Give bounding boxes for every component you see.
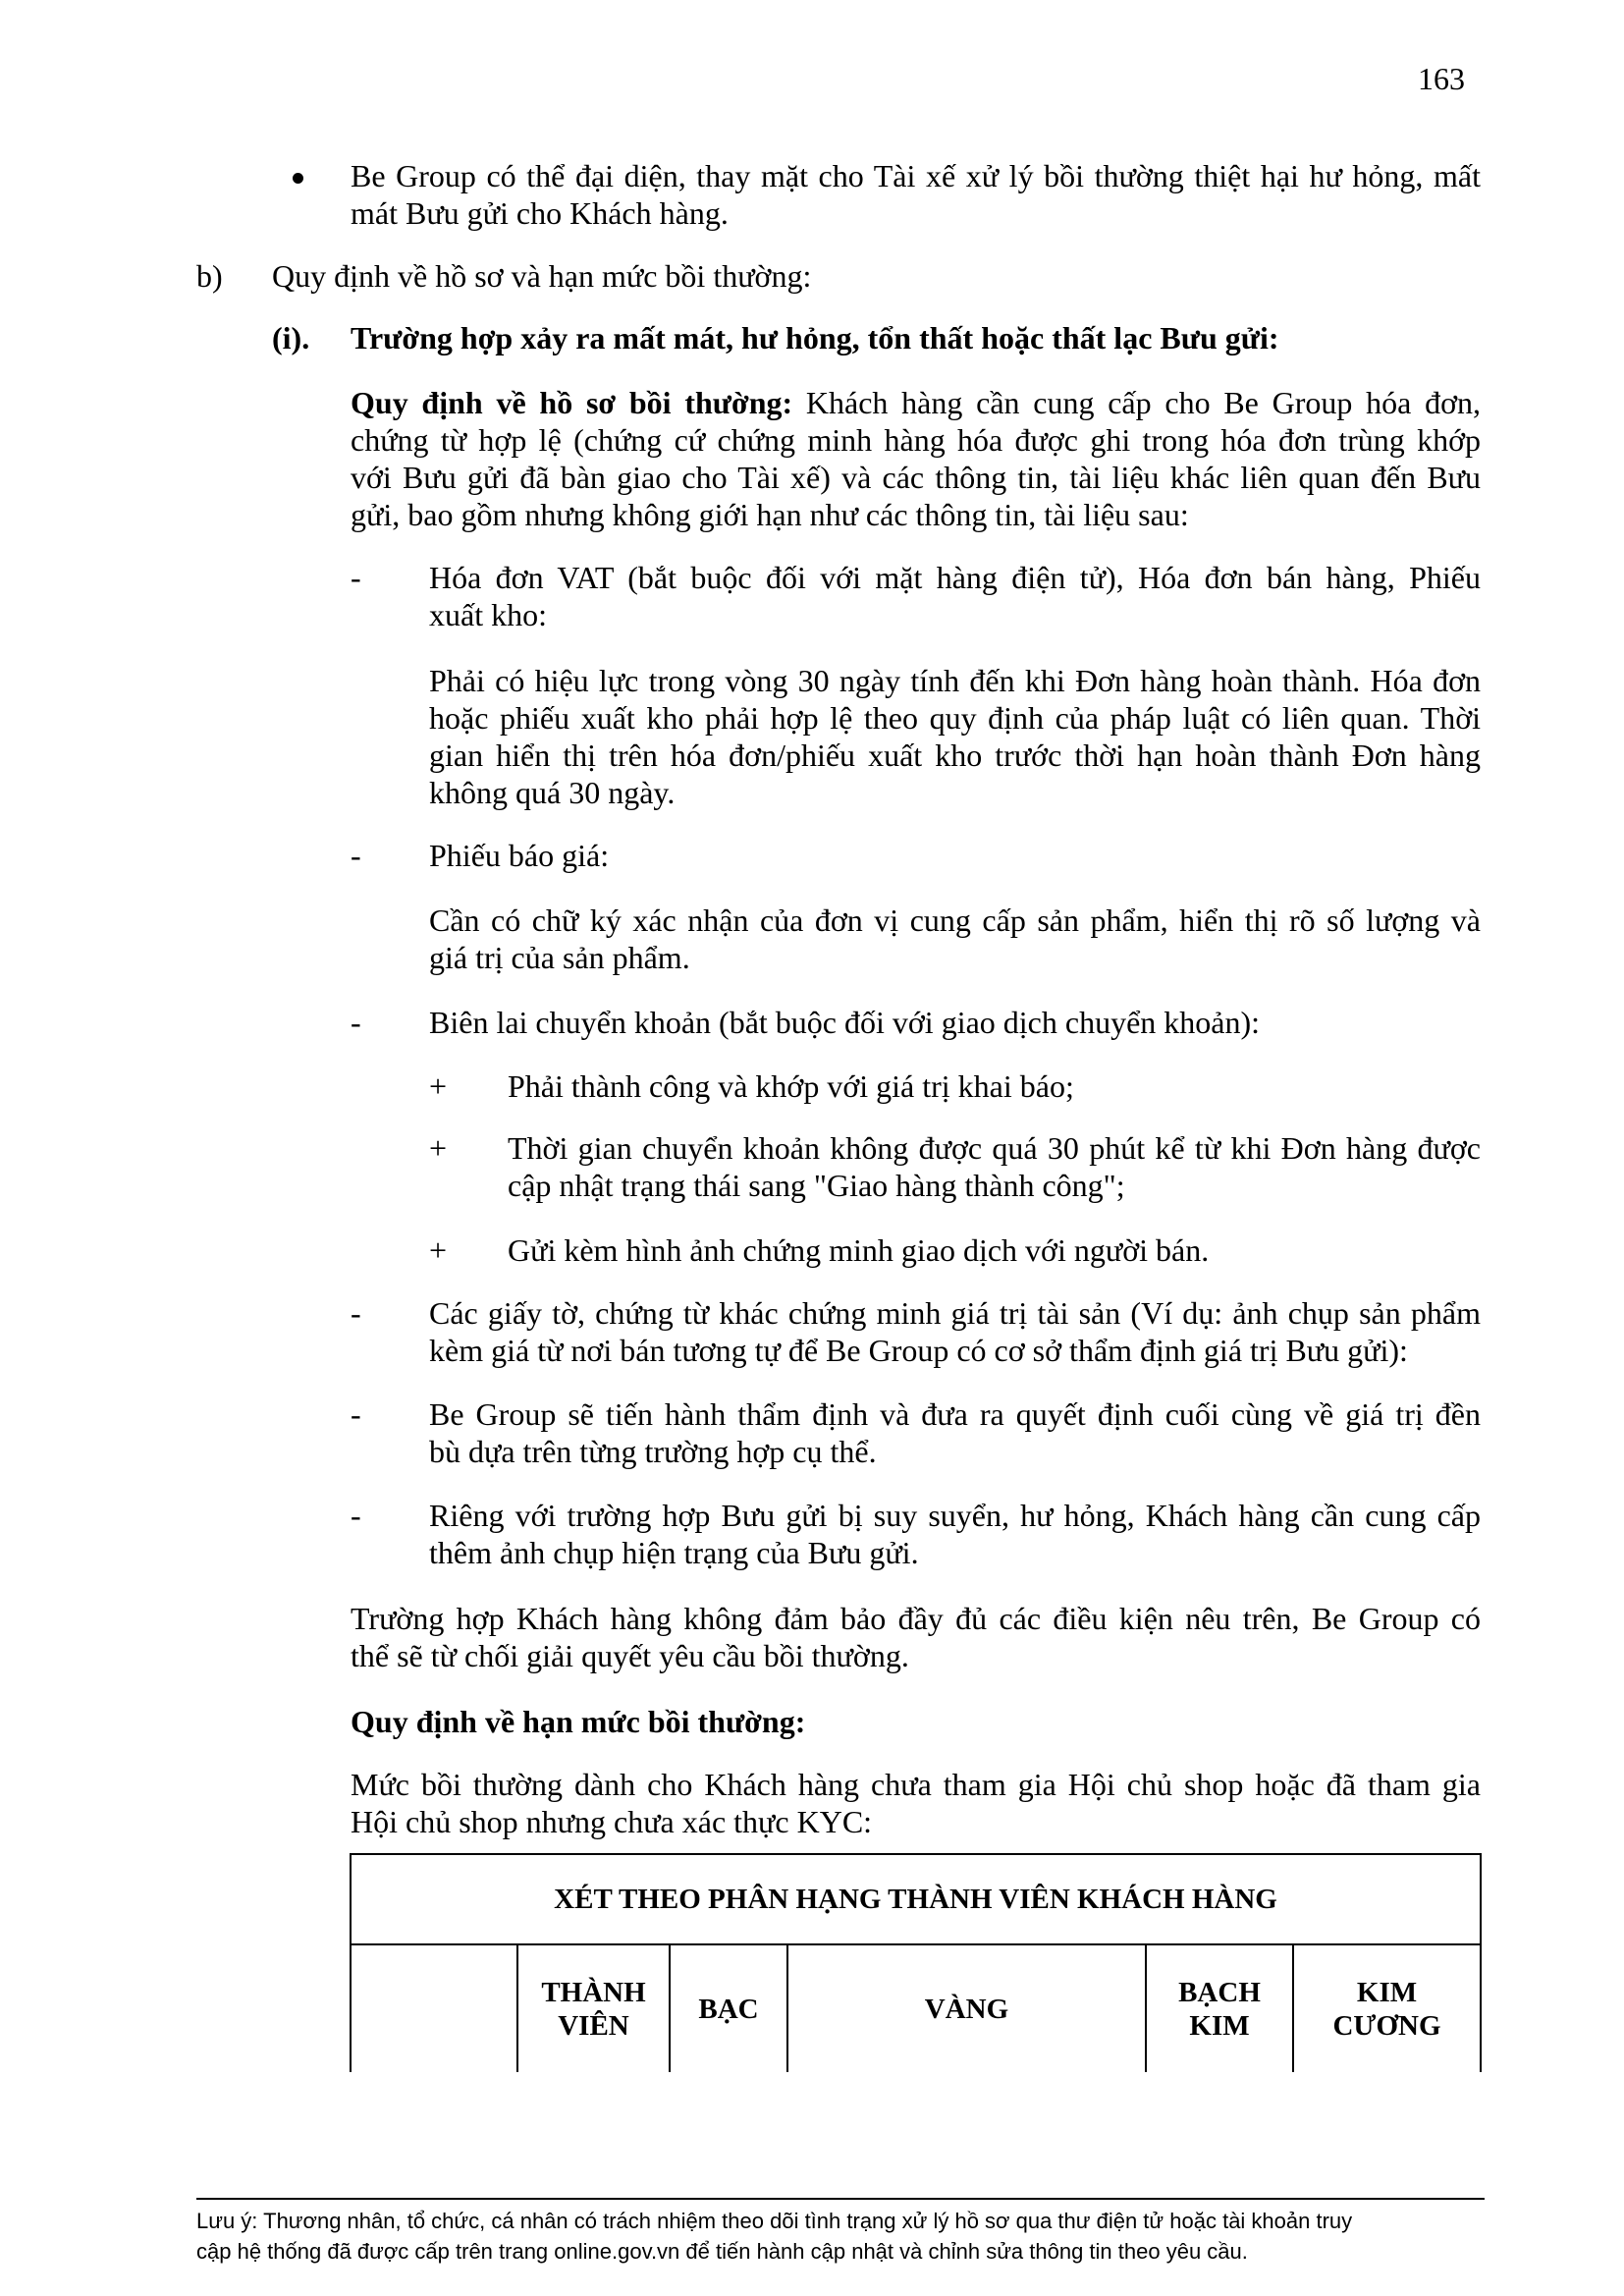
limit-rule-paragraph — [351, 1766, 1481, 1840]
text-line: Thời gian chuyển khoản không được quá 30 phút kể từ khi Đơn hàng được — [508, 1130, 1481, 1166]
text-line: Riêng với trường hợp Bưu gửi bị suy suyển, hư hỏng, Khách hàng cần cung cấp — [429, 1498, 1481, 1533]
text-line: gian hiển thị trên hóa đơn/phiếu xuất kho trước thời hạn hoàn thành Đơn hàng — [429, 738, 1481, 773]
footnote-line: cập hệ thống đã được cấp trên trang online.gov.vn để tiến hành cập nhật và chỉnh sửa thông tin theo yêu cầu. — [196, 2239, 1248, 2264]
subsection-title: Trường hợp xảy ra mất mát, hư hỏng, tổn thất hoặc thất lạc Bưu gửi: — [351, 320, 1279, 355]
tier-table-header: XÉT THEO PHÂN HẠNG THÀNH VIÊN KHÁCH HÀNG — [351, 1854, 1481, 1944]
dash-item — [429, 1395, 1481, 1470]
records-rule-paragraph — [351, 384, 1481, 533]
bullet-paragraph — [351, 157, 1481, 232]
column-line: THÀNH — [541, 1977, 646, 2008]
column-line: BẠCH — [1178, 1977, 1261, 2008]
text-line: xuất kho: — [429, 597, 547, 632]
column-line: VÀNG — [924, 1994, 1009, 2025]
text-line: thể sẽ từ chối giải quyết yêu cầu bồi thường. — [351, 1638, 909, 1673]
section-title: Quy định về hồ sơ và hạn mức bồi thường: — [272, 258, 812, 294]
tier-column-vang — [787, 1944, 1146, 2074]
subsection-marker: (i). — [272, 320, 310, 355]
dash-marker: - — [351, 1295, 361, 1331]
table-cut-mask — [334, 2072, 1492, 2131]
text-line: mát Bưu gửi cho Khách hàng. — [351, 195, 729, 231]
text-line: với Bưu gửi đã bàn giao cho Tài xế) và các thông tin, tài liệu khác liên quan đến Bưu — [351, 460, 1481, 495]
dash-marker: - — [351, 838, 361, 873]
dash-marker: - — [351, 560, 361, 595]
tier-column-bac — [670, 1944, 787, 2074]
column-line: BẠC — [698, 1994, 759, 2025]
footnote — [196, 2206, 1485, 2267]
text-line: Hóa đơn VAT (bắt buộc đối với mặt hàng điện tử), Hóa đơn bán hàng, Phiếu — [429, 560, 1481, 595]
column-line: VIÊN — [558, 2010, 629, 2042]
tier-column-thanh-vien — [517, 1944, 670, 2074]
plus-item — [508, 1129, 1481, 1204]
plus-marker: + — [429, 1232, 448, 1268]
dash-marker: - — [351, 1396, 361, 1432]
text-line: kèm giá từ nơi bán tương tự để Be Group có cơ sở thẩm định giá trị Bưu gửi): — [429, 1333, 1408, 1368]
plus-item: Gửi kèm hình ảnh chứng minh giao dịch với người bán. — [508, 1232, 1210, 1268]
tier-column-kim-cuong — [1293, 1944, 1481, 2074]
text-line — [351, 384, 1481, 421]
dash-item: Biên lai chuyển khoản (bắt buộc đối với giao dịch chuyển khoản): — [429, 1005, 1261, 1040]
bullet-dot-icon — [293, 173, 303, 184]
text-line: bù dựa trên từng trường hợp cụ thể. — [429, 1434, 877, 1469]
plus-marker: + — [429, 1130, 448, 1166]
dash-item: Phiếu báo giá: — [429, 838, 610, 873]
text-line: Be Group có thể đại diện, thay mặt cho Tài xế xử lý bồi thường thiệt hại hư hỏng, mất — [351, 158, 1481, 193]
text-line: chứng từ hợp lệ (chứng cứ chứng minh hàng hóa được ghi trong hóa đơn trùng khớp — [351, 422, 1481, 458]
records-rule-text: Khách hàng cần cung cấp cho Be Group hóa đơn, — [792, 385, 1482, 420]
column-line: KIM — [1189, 2010, 1250, 2042]
column-line: CƯƠNG — [1332, 2010, 1441, 2042]
footer-divider — [196, 2198, 1485, 2200]
dash-item — [429, 1497, 1481, 1571]
text-line: thêm ảnh chụp hiện trạng của Bưu gửi. — [429, 1535, 919, 1570]
page-number: 163 — [1418, 61, 1465, 96]
invoice-note — [429, 662, 1481, 811]
tier-table — [350, 1853, 1482, 2075]
text-line: gửi, bao gồm nhưng không giới hạn như các thông tin, tài liệu sau: — [351, 497, 1189, 532]
tier-column-bach-kim — [1146, 1944, 1293, 2074]
text-line: không quá 30 ngày. — [429, 775, 676, 810]
text-line: Phải có hiệu lực trong vòng 30 ngày tính đến khi Đơn hàng hoàn thành. Hóa đơn — [429, 663, 1481, 698]
tier-table-empty-cell — [351, 1944, 517, 2074]
text-line: hoặc phiếu xuất kho phải hợp lệ theo quy định của pháp luật có liên quan. Thời — [429, 700, 1481, 736]
dash-marker: - — [351, 1498, 361, 1533]
column-line: KIM — [1356, 1977, 1418, 2008]
footnote-line: Lưu ý: Thương nhân, tổ chức, cá nhân có trách nhiệm theo dõi tình trạng xử lý hồ sơ qua thư điện tử hoặc tài khoản truy — [196, 2209, 1353, 2233]
text-line: giá trị của sản phẩm. — [429, 940, 690, 975]
refusal-note — [351, 1600, 1481, 1674]
limit-rule-label: Quy định về hạn mức bồi thường: — [351, 1704, 806, 1739]
dash-item — [429, 1294, 1481, 1369]
dash-item — [429, 559, 1481, 633]
text-line: Các giấy tờ, chứng từ khác chứng minh giá trị tài sản (Ví dụ: ảnh chụp sản phẩm — [429, 1295, 1481, 1331]
text-line: Be Group sẽ tiến hành thẩm định và đưa ra quyết định cuối cùng về giá trị đền — [429, 1396, 1481, 1432]
dash-marker: - — [351, 1005, 361, 1040]
section-marker: b) — [196, 258, 223, 294]
records-rule-label: Quy định về hồ sơ bồi thường: — [351, 385, 793, 420]
text-line: Trường hợp Khách hàng không đảm bảo đầy đủ các điều kiện nêu trên, Be Group có — [351, 1601, 1481, 1636]
plus-item: Phải thành công và khớp với giá trị khai báo; — [508, 1068, 1074, 1104]
text-line: Mức bồi thường dành cho Khách hàng chưa tham gia Hội chủ shop hoặc đã tham gia — [351, 1767, 1481, 1802]
text-line: Cần có chữ ký xác nhận của đơn vị cung cấp sản phẩm, hiển thị rõ số lượng và — [429, 902, 1481, 938]
quote-note — [429, 902, 1481, 976]
text-line: Hội chủ shop nhưng chưa xác thực KYC: — [351, 1804, 873, 1839]
plus-marker: + — [429, 1068, 448, 1104]
text-line: cập nhật trạng thái sang "Giao hàng thành công"; — [508, 1168, 1125, 1203]
